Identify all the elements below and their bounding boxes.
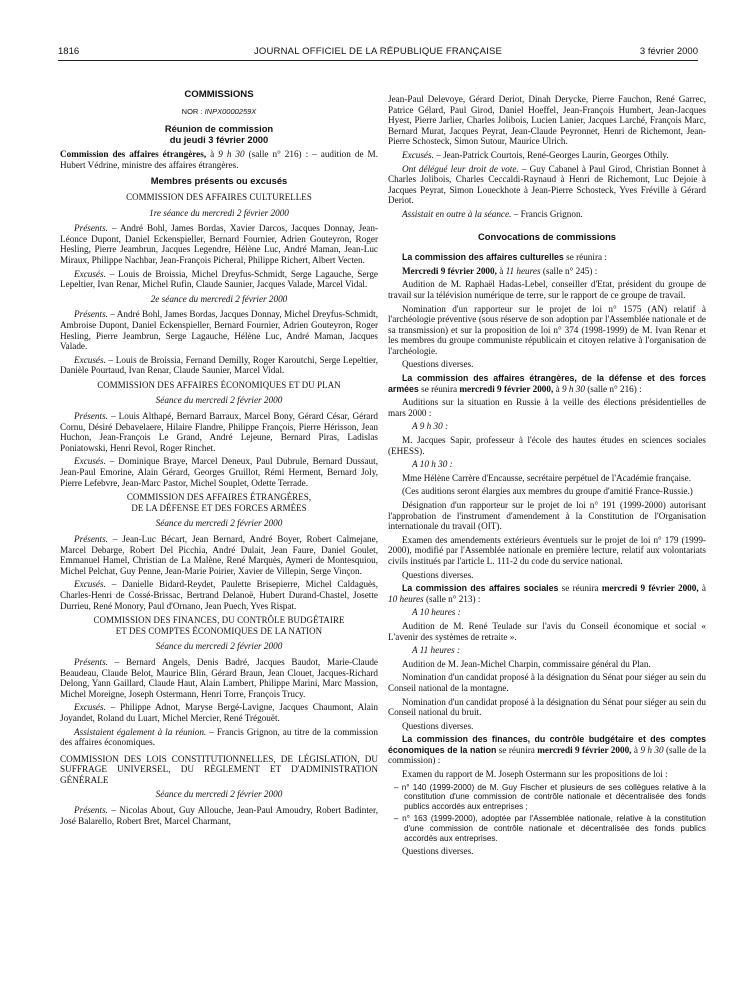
agenda-item: Examen des amendements extérieurs éventuels sur le projet de loi n° 179 (1999-2000), modifié par l'Assemblée nationale en première lecture, relatif aux volontariats civils institués par l'article L. 111-2 du code du service national. bbox=[388, 534, 706, 566]
commission-title: COMMISSION DES LOIS CONSTITUTIONNELLES, DE LÉGISLATION, DU SUFFRAGE UNIVERSEL, DU RÈGLEMENT ET D'ADMINISTRATION GÉNÉRALE bbox=[60, 753, 378, 785]
seance-title: 2e séance du mercredi 2 février 2000 bbox=[150, 293, 288, 304]
agenda-time: A 9 h 30 : bbox=[412, 421, 449, 432]
commission-title: COMMISSION DES AFFAIRES ÉTRANGÈRES, DE LA DÉFENSE ET DES FORCES ARMÉES bbox=[126, 492, 312, 513]
agenda-item: Audition de M. Raphaël Hadas-Lebel, conseiller d'Etat, président du groupe de travail sur la télévision numérique de terre, sur le rapport de ce groupe de travail. bbox=[388, 279, 706, 300]
right-column bbox=[388, 94, 706, 860]
agenda-item: Questions diverses. bbox=[402, 720, 474, 731]
convocation-intro: La commission des affaires culturelles se réunira : bbox=[402, 252, 607, 263]
agenda-item: Auditions sur la situation en Russie à la veille des élections présidentielles de mars 2000 : bbox=[388, 397, 706, 418]
convocation-intro: La commission des finances, du contrôle budgétaire et des comptes économiques de la nation se réunira mercredi 9 février 2000, à 9 h 30 (salle de la commission) : bbox=[388, 734, 707, 766]
header-rule bbox=[58, 60, 698, 61]
presents-paragraph: Présents. – Louis Althapé, Bernard Barraux, Marcel Bony, Gérard César, Gérard Cornu, Désiré Debavelaere, Hilaire Flandre, Philippe François, Pierre Hérisson, Jean Huchon, Jean-François Le Grand, André Lejeune, Bernard Piras, Ladislas Poniatowski, Henri Revol, Roger Rinchet. bbox=[60, 411, 378, 453]
agenda-item: Mme Hélène Carrère d'Encausse, secrétaire perpétuel de l'Académie française. bbox=[402, 472, 691, 483]
commission-title: COMMISSION DES FINANCES, DU CONTRÔLE BUDGÉTAIRE ET DES COMPTES ÉCONOMIQUES DE LA NATION bbox=[93, 615, 345, 636]
assistaient-paragraph: Assistaient également à la réunion. – Francis Grignon, au titre de la commission des affaires économiques. bbox=[60, 726, 378, 748]
convocation-intro: La commission des affaires sociales se réunira mercredi 9 février 2000, à 10 heures (salle n° 213) : bbox=[388, 583, 706, 604]
agenda-item: M. Jacques Sapir, professeur à l'école des hautes études en sciences sociales (EHESS). bbox=[388, 435, 706, 456]
page-header bbox=[58, 46, 698, 60]
seance-title: Séance du mercredi 2 février 2000 bbox=[155, 641, 283, 652]
agenda-item: Questions diverses. bbox=[402, 359, 474, 370]
agenda-time: A 10 heures : bbox=[412, 607, 461, 618]
section-heading: COMMISSIONS bbox=[184, 89, 254, 100]
issue-date: 3 février 2000 bbox=[639, 46, 698, 57]
agenda-item: Nomination d'un candidat proposé à la désignation du Sénat pour siéger au sein du Conseil national du bruit. bbox=[388, 696, 706, 718]
presents-paragraph: Présents. – Jean-Luc Bécart, Jean Bernard, André Boyer, Robert Calmejane, Marcel Debarge, Robert Del Picchia, André Dulait, Jean Faure, Daniel Goulet, Emmanuel Hamel, Christian de La Malène, René Marquès, Aymeri de Montesquiou, Michel Pelchat, Guy Penne, Jean-Marie Poirier, Xavier de Villepin, Serge Vinçon. bbox=[60, 534, 378, 576]
agenda-item: Nomination d'un candidat proposé à la désignation du Sénat pour siéger au sein du Conseil national de la montagne. bbox=[388, 672, 706, 693]
seance-title: Séance du mercredi 2 février 2000 bbox=[155, 395, 283, 406]
agenda-item: Audition de M. Jean-Michel Charpin, commissaire général du Plan. bbox=[402, 658, 651, 669]
commission-title: COMMISSION DES AFFAIRES ÉCONOMIQUES ET DU PLAN bbox=[97, 379, 341, 390]
agenda-time: A 11 heures : bbox=[412, 645, 461, 656]
seance-title: Séance du mercredi 2 février 2000 bbox=[155, 518, 283, 529]
seance-title: Séance du mercredi 2 février 2000 bbox=[155, 789, 283, 800]
excuses-paragraph: Excusés. – Louis de Broissia, Fernand Demilly, Roger Karoutchi, Serge Lepeltier, Danièle Pourtaud, Ivan Renar, Claude Saunier, Marcel Vidal. bbox=[60, 354, 378, 376]
journal-title: JOURNAL OFFICIEL DE LA RÉPUBLIQUE FRANÇAISE bbox=[253, 46, 503, 57]
convocation-date: Mercredi 9 février 2000, à 11 heures (salle n° 245) : bbox=[402, 265, 598, 276]
agenda-item: Questions diverses. bbox=[402, 846, 474, 857]
reunion-paragraph: Commission des affaires étrangères, à 9 h 30 (salle n° 216) : – audition de M. Hubert Védrine, ministre des affaires étrangères. bbox=[60, 149, 378, 170]
convocations-heading: Convocations de commissions bbox=[477, 230, 617, 242]
nor-reference: NOR : INPX0000259X bbox=[181, 106, 257, 116]
list-item: – n° 163 (1999-2000), adoptée par l'Assemblée nationale, relative à la constitution d'une commission de contrôle nationale et décentralisée des fonds publics accordés aux entreprises. bbox=[394, 814, 706, 843]
commission-title: COMMISSION DES AFFAIRES CULTURELLES bbox=[126, 191, 312, 202]
agenda-time: A 10 h 30 : bbox=[412, 459, 453, 470]
agenda-item: Questions diverses. bbox=[402, 569, 474, 580]
agenda-item: Nomination d'un rapporteur sur le projet de loi n° 1575 (AN) relatif à l'archéologie préventive (sous réserve de son adoption par l'Assemblée nationale et de sa transmission) et sur la proposition de loi n° 374 (1998-1999) de M. Ivan Renar et les membres du groupe communiste républicain et citoyen relative à l'organisation de l'archéologie. bbox=[388, 303, 706, 356]
agenda-item: Audition de M. René Teulade sur l'avis du Conseil économique et social « L'avenir des systèmes de retraite ». bbox=[388, 620, 706, 642]
presents-paragraph: Présents. – Bernard Angels, Denis Badré, Jacques Baudot, Marie-Claude Beaudeau, Claude Belot, Maurice Blin, Gérard Braun, Jean Clouet, Jacques-Richard Delong, Yann Gaillard, Claude Haut, Alain Lambert, Philippe Marini, Marc Massion, Michel Moreigne, Joseph Ostermann, Henri Torre, François Trucy. bbox=[60, 656, 378, 699]
presents-paragraph: Présents. – André Bohl, James Bordas, Xavier Darcos, Jacques Donnay, Jean-Léonce Dupont, Daniel Eckenspieller, Bernard Fournier, Adrien Gouteyron, Roger Hesling, Pierre Jeambrun, Jacques Legendre, Hélène Luc, André Maman, Jean-Luc Miraux, Philippe Nachbar, Jean-François Picheral, Philippe Richert, Albert Vecten. bbox=[60, 223, 378, 265]
left-column bbox=[60, 90, 378, 829]
convocation-intro: La commission des affaires étrangères, de la défense et des forces armées se réunira mercredi 9 février 2000, à 9 h 30 (salle n° 216) : bbox=[388, 373, 706, 394]
excuses-paragraph: Excusés. – Louis de Broissia, Michel Dreyfus-Schmidt, Serge Lagauche, Serge Lepeltier, Ivan Renar, Michel Rufin, Claude Saunier, Jacques Valade, Marcel Vidal. bbox=[60, 268, 378, 290]
agenda-item: (Ces auditions seront élargies aux membres du groupe d'amitié France-Russie.) bbox=[402, 486, 693, 497]
reunion-title: Réunion de commission du jeudi 3 février 2000 bbox=[164, 123, 274, 146]
agenda-item: Examen du rapport de M. Joseph Ostermann sur les propositions de loi : bbox=[402, 769, 668, 780]
presents-continued: Jean-Paul Delevoye, Gérard Deriot, Dinah Derycke, Pierre Fauchon, René Garrec, Patrice Gélard, Paul Girod, Daniel Hoeffel, Jean-François Humbert, Jean-Jacques Hyest, Pierre Jarlier, Charles Jolibois, Lucien Lanier, Jacques Larché, François Marc, Bernard Murat, Jacques Peyrat, Jean-Claude Peyronnet, Henri de Richemont, Jean-Pierre Schosteck, Simon Sutour, Maurice Ulrich. bbox=[388, 94, 706, 147]
presents-paragraph: Présents. – André Bohl, James Bordas, Jacques Donnay, Michel Dreyfus-Schmidt, Ambroise Dupont, Daniel Eckenspieller, Bernard Fournier, Adrien Gouteyron, Roger Hesling, Pierre Jeambrun, Serge Lagauche, Hélène Luc, André Maman, Jacques Valade. bbox=[60, 309, 378, 352]
assistait-paragraph: Assistait en outre à la séance. – Francis Grignon. bbox=[402, 208, 583, 219]
membres-heading: Membres présents ou excusés bbox=[150, 175, 288, 187]
agenda-item: Désignation d'un rapporteur sur le projet de loi n° 191 (1999-2000) autorisant l'approbation de l'instrument d'amendement à la Constitution de l'Organisation internationale du travail (OIT). bbox=[388, 500, 706, 532]
delegation-paragraph: Ont délégué leur droit de vote. – Guy Cabanel à Paul Girod, Christian Bonnet à Charles Jolibois, Charles Ceccaldi-Raynaud à Henri de Richemont, Luc Dejoie à Jacques Peyrat, Simon Loueckhote à Jean-Pierre Schosteck, Yves Fréville à Gérard Deriot. bbox=[388, 163, 707, 206]
excuses-paragraph: Excusés. – Danielle Bidard-Reydet, Paulette Brisepierre, Michel Caldaguès, Charles-Henri de Cossé-Brissac, Bertrand Delanoë, Hubert Durand-Chastel, Josette Durrieu, René Monory, Paul d'Ornano, Jean Puech, Yves Rispat. bbox=[60, 579, 378, 611]
excuses-paragraph: Excusés. – Philippe Adnot, Maryse Bergé-Lavigne, Jacques Chaumont, Alain Joyandet, Roland du Luart, Michel Mercier, René Trégouët. bbox=[60, 702, 378, 723]
presents-paragraph: Présents. – Nicolas About, Guy Allouche, Jean-Paul Amoudry, Robert Badinter, José Balarello, Robert Bret, Marcel Charmant, bbox=[60, 805, 378, 826]
excuses-paragraph: Excusés. – Dominique Braye, Marcel Deneux, Paul Dubrule, Bernard Dussaut, Jean-Paul Emorine, Alain Gérard, Georges Gruillot, Rémi Herment, Bernard Joly, Pierre Lefebvre, Jean-Marc Pastor, Michel Souplet, Odette Terrade. bbox=[60, 456, 378, 488]
page-number: 1816 bbox=[58, 46, 80, 57]
seance-title: 1re séance du mercredi 2 février 2000 bbox=[149, 207, 289, 218]
excuses-paragraph: Excusés. – Jean-Patrick Courtois, René-Georges Laurin, Georges Othily. bbox=[402, 149, 669, 160]
list-item: – n° 140 (1999-2000) de M. Guy Fischer et plusieurs de ses collègues relative à la constitution d'une commission de contrôle nationale et décentralisée des fonds publics accordés aux entreprises ; bbox=[394, 782, 706, 811]
